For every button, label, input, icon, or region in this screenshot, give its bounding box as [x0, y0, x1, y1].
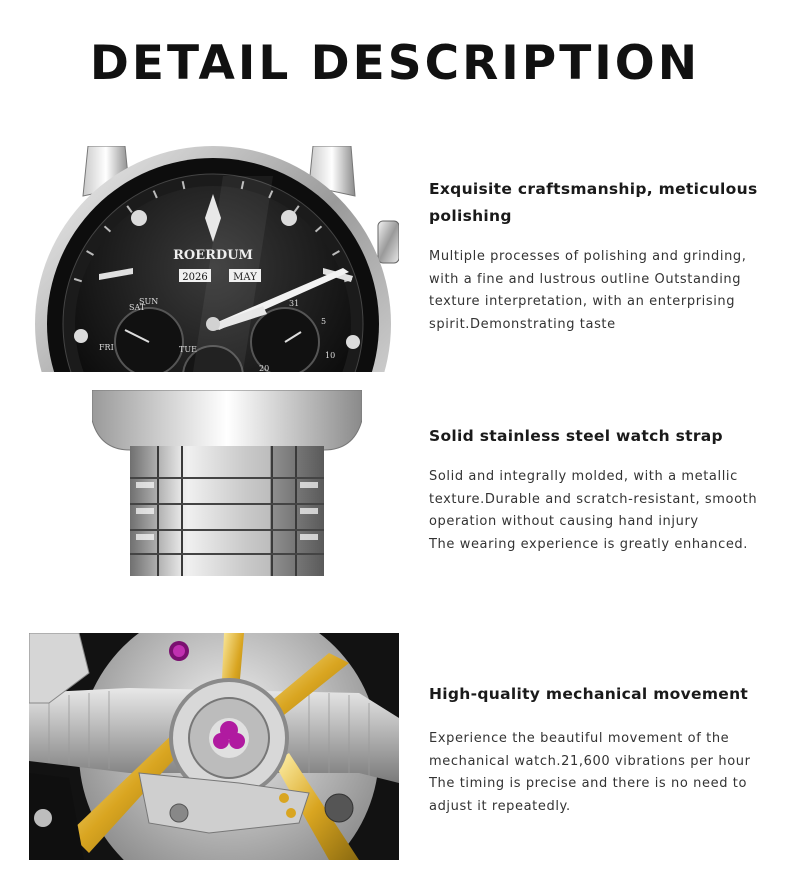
steel-strap-image: [92, 390, 362, 578]
section-craftsmanship: [429, 176, 759, 336]
body-line: with a fine and lustrous outline Outstanding: [429, 271, 742, 287]
watch-month: MAY: [233, 272, 257, 283]
section-heading: [429, 176, 759, 230]
section-movement: [429, 681, 759, 818]
watch-brand: ROERDUM: [173, 248, 253, 263]
subdial-31: 31: [289, 299, 300, 308]
day-sat: SAT: [129, 303, 146, 312]
section-body: [429, 466, 759, 556]
body-line: texture interpretation, with an enterprising: [429, 294, 736, 309]
body-line: Multiple processes of polishing and grinding,: [429, 249, 747, 264]
body-line: The wearing experience is greatly enhanced.: [429, 536, 749, 552]
movement-image: [29, 633, 399, 860]
heading-line: High-quality mechanical movement: [429, 685, 749, 703]
heading-line: polishing: [429, 207, 512, 225]
body-line: operation without causing hand injury: [429, 514, 699, 529]
subdial-5: 5: [321, 317, 327, 326]
body-line: mechanical watch.21,600 vibrations per hour: [429, 753, 751, 769]
body-line: The timing is precise and there is no need to: [429, 776, 748, 791]
body-line: Experience the beautiful movement of the: [429, 731, 730, 746]
body-line: Solid and integrally molded, with a metallic: [429, 469, 738, 484]
watch-face-image: [33, 146, 399, 372]
day-sun: SUN: [139, 297, 159, 306]
heading-line: Exquisite craftsmanship, meticulous: [429, 180, 758, 198]
section-body: [429, 728, 759, 818]
subdial-20: 20: [259, 364, 270, 372]
section-heading: [429, 681, 759, 708]
section-heading: [429, 423, 759, 450]
heading-line: Solid stainless steel watch strap: [429, 427, 723, 445]
section-watch-strap: [429, 423, 759, 556]
watch-year: 2026: [182, 272, 208, 283]
section-body: [429, 246, 759, 336]
body-line: texture.Durable and scratch-resistant, smooth: [429, 491, 758, 507]
day-fri: FRI: [99, 343, 114, 352]
body-line: adjust it repeatedly.: [429, 798, 571, 814]
day-tue: TUE: [179, 345, 197, 354]
body-line: spirit.Demonstrating taste: [429, 316, 616, 332]
subdial-10: 10: [325, 351, 336, 360]
page-title: DETAIL DESCRIPTION: [89, 36, 701, 91]
